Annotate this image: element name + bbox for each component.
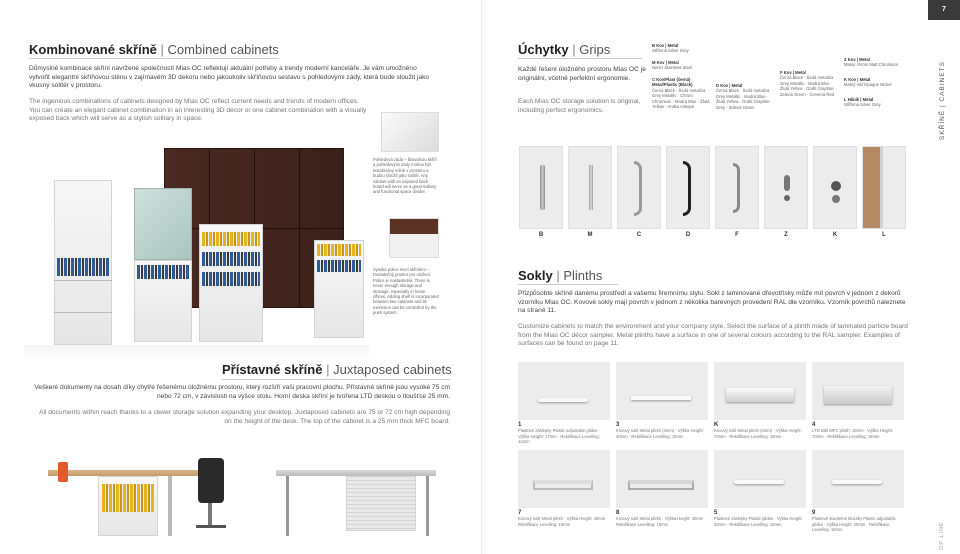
page-gutter [481,0,482,554]
grip-tile-L [862,146,906,229]
caption-shelf: Vysoká police mezi skříněmi – Dostatečný prostor pro uložení. Police je nastavitelná. There is never enough storage and stowage, especially in home offices. Adding shelf is incorporated between two cabinets and its extension can be controlled by the push system. [373,267,439,316]
plinth-caption-8: 8 Kovový sokl Metal plinth · Výška Height: 40mm · Rektifikace Levelling: 15mm [616,510,706,527]
combined-cabinets-photo [24,140,369,360]
grip-spec-L: L Hliník | Metal Stříbrná Silver Grey [844,97,881,108]
grip-tile-B [519,146,563,229]
grip-spec-M: M Kov | Metal Nerez Stainless Steel [652,60,693,71]
plinths-rule [518,284,618,285]
grips-para-cz: Každé řešení úložného prostoru Mias OC je originální, včetně perfektní ergonomie. [518,66,646,82]
plinth-image-3 [616,362,708,420]
plinth-image-1 [518,362,610,420]
page-number: 7 [928,0,960,20]
juxt-title-en: Juxtaposed cabinets [333,362,452,377]
plinths-para-cz: Přizpůsobte skříně danému prostředí a vašemu firemnímu stylu. Sokl z laminované dřevotřísky může mít povrch v jednom z dekorů vzorníku Mias OC. Kovové sokly mají povrch v jednom z několika barevných provedení RAL dle vzorníku. Vzorník povrchů naleznete na straně 11. [518,290,906,315]
grip-label-M: M [587,232,593,238]
juxt-para-en: All documents within reach thanks to a clever storage solution expanding your desktop. Juxtaposed cabinets are 75 or 72 cm high depending on the height of the desk. The top of the cabinet is a 25 mm thick MFC board. [39,409,450,425]
grip-tile-D [666,146,710,229]
plinth-image-8 [616,450,708,508]
juxtaposed-table-photo [266,460,444,550]
grips-title-en: Grips [579,42,611,57]
grip-tile-M [568,146,612,229]
back-detail-photo [381,112,439,152]
grips-title-cz: Úchytky [518,42,569,57]
grip-spec-D: D Kov | Metal Černá Black · Šedá metalíza Grey Metallic · Modrá Blue · Žlutá Yellow · Grafit Graphite Grey · Zelená Green [716,83,770,110]
caption-back-board: Pohledová záda – libovolnou skříň a pohledovými zády mohou být instalovány volně v prostoru a budou sloužit jako solitér. Any cabinet with an exposed back board will serve as a great solitary and functional space divider. [373,157,437,195]
plinth-caption-7: 7 Kovový sokl Metal plinth · Výška Height: 40mm · Rektifikace Levelling: 15mm [518,510,608,527]
plinth-caption-3: 3 Kovový sokl Metal plinth (2mm) · Výška Height: 40mm · Rektifikace Levelling: 15mm [616,422,704,439]
grip-tile-Z [764,146,808,229]
plinth-image-7 [518,450,610,508]
grip-tile-K [813,146,857,229]
plinth-caption-1: 1 Plastové záslepky Plastic adjustable glides · Výška Height: 17mm · Rektifikace Levelling: 12mm [518,422,600,445]
grip-label-L: L [882,232,886,238]
title-en: Combined cabinets [167,42,279,57]
grip-spec-C: C Kov/Plast (černá) Metal/Plastic (Black) Černá Black · Šedá metalíza Grey Metallic · Chrom Chromium · Modrá Blue · Žlutá Yellow · Antika Antique [652,77,710,110]
grip-label-Z: Z [784,232,788,238]
grip-label-C: C [636,232,642,238]
grip-spec-F: F Kov | Metal Černá Black · Šedá metalíza Grey Metallic · Modrá Blue · Žlutá Yellow · Grafit Graphite · Zelená Green · Červená Red [780,70,837,97]
grips-para-en: Each Mias OC storage solution is original, including perfect ergonomics. [518,98,641,114]
juxtaposed-desk-photo [38,440,250,550]
combined-para-en: The ingenious combinations of cabinets designed by Mias OC reflect current needs and trends of modern offices. You can create an elegant cabinet combination in an interesting 3D décor or one cabinet combination with a visually exposed back which will serve as a stylish solitary in space. [29,98,367,123]
plinths-para-en: Customize cabinets to match the environment and your company style. Select the surface of a plinth made of laminated particle board from the Mias OC décor sampler. Metal plinths have a surface in one of several colours according to the RAL sampler. Examples of surfaces can be found on page 11. [518,323,908,348]
juxtaposed-title: Přístavné skříně | Juxtaposed cabinets [222,362,452,377]
plinth-image-K [714,362,806,420]
plinth-caption-K: K Kovový sokl Metal plinth (2mm) · Výška Height: 70mm · Rektifikace Levelling: 15mm [714,422,802,439]
grip-tile-F [715,146,759,229]
combined-cabinets-title: Kombinované skříně | Combined cabinets [29,42,279,57]
plinth-image-9 [812,450,904,508]
shelf-detail-photo [389,218,439,258]
grip-tile-C [617,146,661,229]
title-rule [29,58,279,59]
grips-title: Úchytky | Grips [518,42,611,57]
grip-label-F: F [735,232,739,238]
grip-spec-list [652,43,914,143]
plinths-title-cz: Sokly [518,268,553,283]
combined-para-cz: Důmyslné kombinace skříní navržené společností Mias OC reflektují aktuální potřeby a trendy moderní kanceláře. Je vám umožněno vytvořit elegantní skříňovou stěnu v zajímavém 3D dekoru nebo jakoukoliv skříňovou sestavu s pohledovými zády, která bude sloužit jako vkusný solitér v prostoru. [29,65,430,90]
side-section-label: SKŘÍNĚ | CABINETS [939,60,946,140]
plinth-image-5 [714,450,806,508]
plinths-title: Sokly | Plinths [518,268,603,283]
juxt-rule [222,379,450,380]
juxt-para-cz: Veškeré dokumenty na dosah díky chytře řešenému úložnému prostoru, který rozšíří vaši pracovní plochu. Přístavné skříně jsou vysoké 75 cm nebo 72 cm, v závislosti na výšce stolu. Horní deska skříní je tvořena LTD deskou o tloušťce 25 mm. [34,384,450,400]
juxt-title-cz: Přístavné skříně [222,362,323,377]
plinth-caption-5: 5 Plastové záslepky Plastic glides · Výška Height: 20mm · Rektifikace Levelling: 10mm [714,510,803,527]
grips-rule [518,58,642,59]
grip-spec-Z: Z Kov | Metal Matný chrom Matt Chromium [844,57,898,68]
title-cz: Kombinované skříně [29,42,157,57]
footer-vertical-label: OP LINE [939,521,945,550]
plinth-image-4 [812,362,904,420]
plinth-caption-9: 9 Plastové stavitelné kluzáky Plastic adjustable glides · Výška Height: 20mm · Rektifikace Levelling: 10mm [812,510,896,533]
grip-label-B: B [538,232,544,238]
grip-tiles [519,146,909,246]
plinths-title-en: Plinths [563,268,603,283]
grip-label-K: K [832,232,838,238]
grip-spec-B: B Kov | Metal Stříbrná Silver Grey [652,43,689,54]
plinth-caption-4: 4 LTD sokl MFC plinth: 19mm · Výška Height: 70mm · Rektifikace Levelling: 15mm [812,422,894,439]
grip-label-D: D [685,232,691,238]
grip-spec-K: K Kov | Metal Matný nikl Opaque Nickel [844,77,892,88]
